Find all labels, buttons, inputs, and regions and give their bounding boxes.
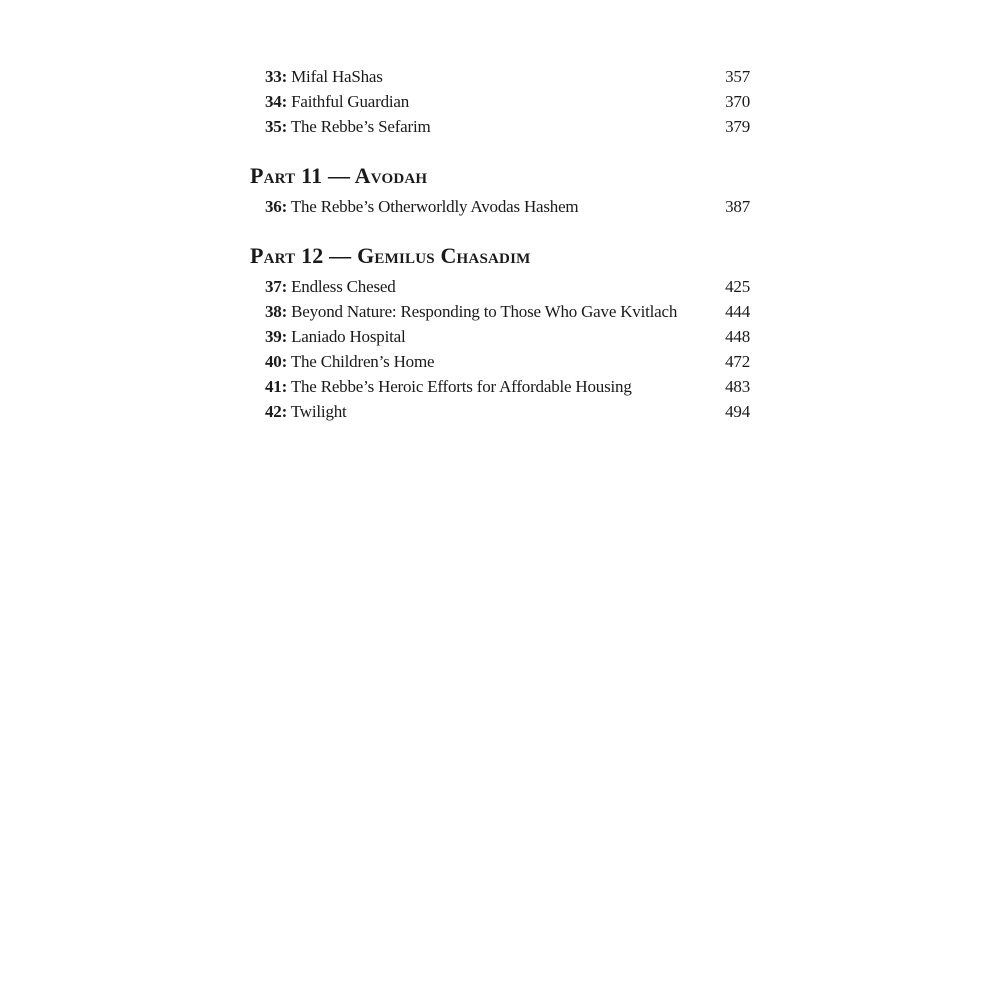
part-heading-11: Part 11 — Avodah xyxy=(250,163,428,188)
page-number: 387 xyxy=(725,197,750,216)
chapter-number: 41: xyxy=(265,377,288,396)
chapter-title: Beyond Nature: Responding to Those Who Gave Kvitlach xyxy=(291,302,678,321)
page-number: 444 xyxy=(725,302,750,321)
chapter-title: The Rebbe’s Sefarim xyxy=(290,117,431,136)
page-number: 357 xyxy=(725,67,750,86)
chapter-title: The Rebbe’s Heroic Efforts for Affordable Housing xyxy=(290,377,632,396)
toc-entry xyxy=(265,299,750,324)
toc-entry xyxy=(265,374,750,399)
chapter-title: Endless Chesed xyxy=(291,277,396,296)
toc-entry xyxy=(265,274,750,299)
chapter-number: 39: xyxy=(265,327,288,346)
part-heading-12: Part 12 — Gemilus Chasadim xyxy=(250,243,531,268)
chapter-title: The Rebbe’s Otherworldly Avodas Hashem xyxy=(290,197,579,216)
page-number: 472 xyxy=(725,352,750,371)
chapter-title: Laniado Hospital xyxy=(291,327,406,346)
page-number: 370 xyxy=(725,92,750,111)
toc-entry xyxy=(265,194,750,219)
toc-entry xyxy=(265,89,750,114)
part-11-entries xyxy=(250,194,750,219)
chapter-title: Faithful Guardian xyxy=(291,92,410,111)
toc-entry xyxy=(265,114,750,139)
chapter-number: 38: xyxy=(265,302,288,321)
page-number: 494 xyxy=(725,402,750,421)
page-number: 483 xyxy=(725,377,750,396)
chapter-number: 40: xyxy=(265,352,288,371)
toc-entry xyxy=(265,64,750,89)
chapter-number: 34: xyxy=(265,92,288,111)
toc-entries-continued xyxy=(250,64,750,139)
toc-entry xyxy=(265,349,750,374)
chapter-number: 33: xyxy=(265,67,288,86)
page-number: 448 xyxy=(725,327,750,346)
page-number: 379 xyxy=(725,117,750,136)
chapter-title: The Children’s Home xyxy=(290,352,435,371)
toc-entry xyxy=(265,324,750,349)
table-of-contents xyxy=(250,64,750,424)
chapter-number: 42: xyxy=(265,402,288,421)
part-12-entries xyxy=(250,274,750,424)
chapter-number: 36: xyxy=(265,197,288,216)
chapter-number: 35: xyxy=(265,117,288,136)
chapter-title: Mifal HaShas xyxy=(291,67,383,86)
toc-entry xyxy=(265,399,750,424)
chapter-number: 37: xyxy=(265,277,288,296)
chapter-title: Twilight xyxy=(290,402,347,421)
page-number: 425 xyxy=(725,277,750,296)
